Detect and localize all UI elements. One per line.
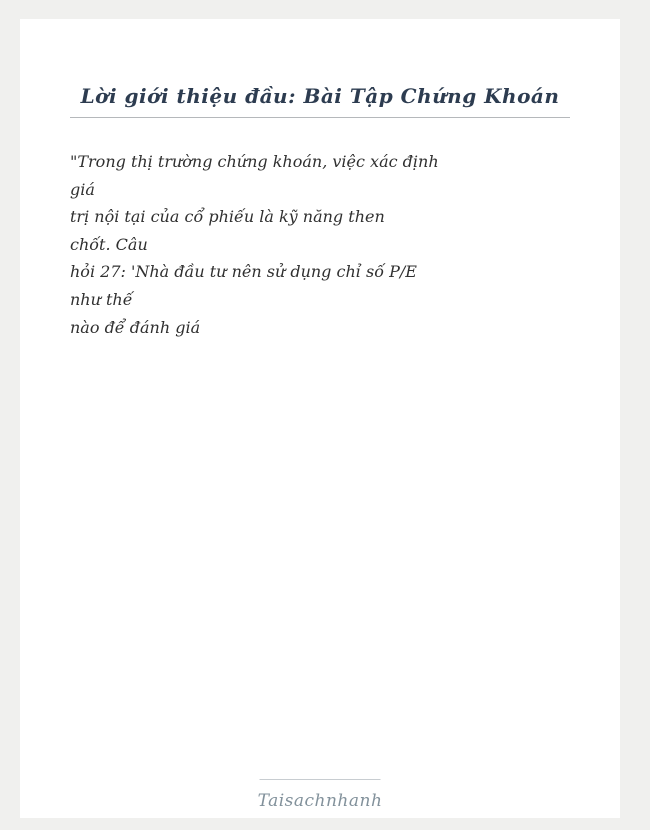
body-line: hỏi 27: 'Nhà đầu tư nên sử dụng chỉ số P/E — [70, 262, 417, 282]
body-line: nào để đánh giá — [70, 317, 201, 337]
document-page — [20, 19, 620, 818]
body-line: "Trong thị trường chứng khoán, việc xác định — [70, 152, 439, 171]
body-line: giá — [70, 179, 95, 199]
footer-divider — [260, 779, 381, 780]
body-line: chốt. Câu — [70, 234, 148, 254]
body-line: trị nội tại của cổ phiếu là kỹ năng then — [70, 207, 385, 227]
footer-brand: Taisachnhanh — [257, 791, 383, 811]
body-line: như thế — [70, 289, 133, 309]
body-paragraph — [70, 148, 570, 341]
page-title: Lời giới thiệu đầu: Bài Tập Chứng Khoán — [80, 84, 560, 108]
title-divider — [70, 117, 570, 118]
